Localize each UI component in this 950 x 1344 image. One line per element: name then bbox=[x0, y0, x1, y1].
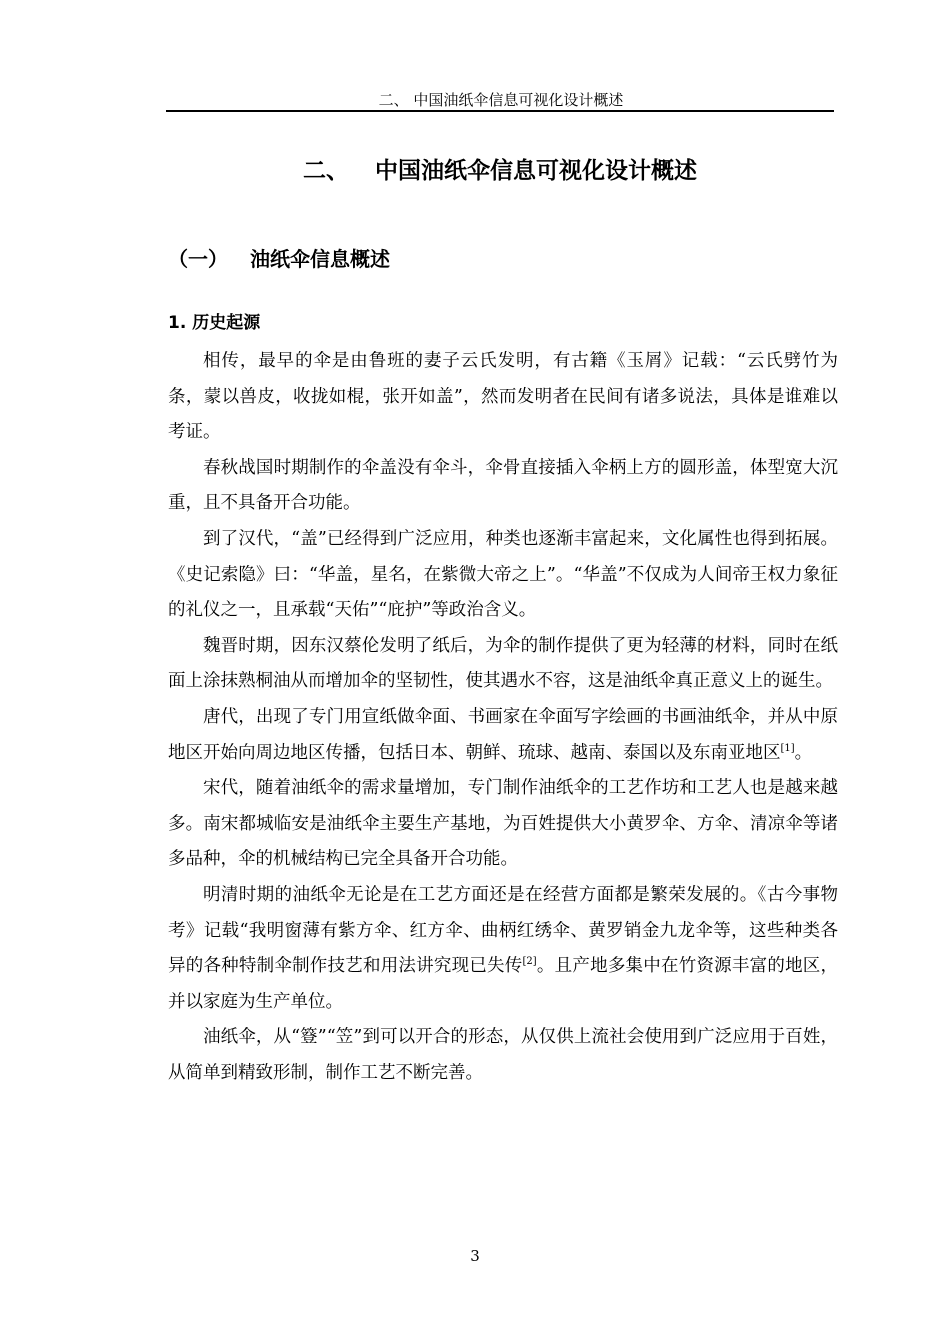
paragraph bbox=[168, 451, 838, 522]
paragraph-text-tail: 。且产地多集中在竹资源丰富的地区，并以家庭为生产单位。 bbox=[168, 956, 839, 1012]
paragraph-text: 油纸伞，从“簦”“笠”到可以开合的形态，从仅供上流社会使用到广泛应用于百姓，从简单到精致形制，制作工艺不断完善。 bbox=[168, 1027, 838, 1083]
header-rule bbox=[166, 110, 834, 112]
section-number: （一） bbox=[168, 247, 228, 271]
paragraph bbox=[168, 700, 838, 771]
chapter-title-text: 中国油纸伞信息可视化设计概述 bbox=[375, 158, 697, 184]
page-number: 3 bbox=[470, 1247, 480, 1265]
subsection-title: 1. 历史起源 bbox=[168, 313, 261, 333]
paragraph bbox=[168, 629, 838, 700]
running-header: 二、 中国油纸伞信息可视化设计概述 bbox=[378, 91, 624, 109]
section-title-text: 油纸伞信息概述 bbox=[250, 247, 390, 271]
paragraph bbox=[168, 771, 838, 878]
citation-ref[interactable]: [2] bbox=[522, 956, 537, 968]
body-text bbox=[168, 344, 838, 1091]
paragraph-text: 魏晋时期，因东汉蔡伦发明了纸后，为伞的制作提供了更为轻薄的材料，同时在纸面上涂抹熟桐油从而增加伞的坚韧性，使其遇水不容，这是油纸伞真正意义上的诞生。 bbox=[168, 635, 838, 692]
citation-ref[interactable]: [1] bbox=[780, 742, 795, 754]
paragraph bbox=[168, 522, 838, 629]
section-title bbox=[168, 244, 390, 274]
paragraph-text: 宋代，随着油纸伞的需求量增加，专门制作油纸伞的工艺作坊和工艺人也是越来越多。南宋都城临安是油纸伞主要生产基地，为百姓提供大小黄罗伞、方伞、清凉伞等诸多品种，伞的机械结构已完全具备开合功能。 bbox=[168, 778, 838, 870]
chapter-number: 二、 bbox=[303, 158, 349, 184]
paragraph-text-tail: 。 bbox=[794, 742, 813, 763]
paragraph-text: 春秋战国时期制作的伞盖没有伞斗，伞骨直接插入伞柄上方的圆形盖，体型宽大沉重，且不具备开合功能。 bbox=[168, 457, 838, 514]
paragraph bbox=[168, 344, 838, 451]
paragraph-text: 相传，最早的伞是由鲁班的妻子云氏发明，有古籍《玉屑》记载：“云氏劈竹为条，蒙以兽皮，收拢如棍，张开如盖”，然而发明者在民间有诸多说法，具体是谁难以考证。 bbox=[168, 351, 838, 443]
paragraph-text: 唐代，出现了专门用宣纸做伞面、书画家在伞面写字绘画的书画油纸伞，并从中原地区开始向周边地区传播，包括日本、朝鲜、琉球、越南、泰国以及东南亚地区 bbox=[168, 706, 838, 763]
paragraph-text: 明清时期的油纸伞无论是在工艺方面还是在经营方面都是繁荣发展的。《古今事物考》记载“我明窗薄有紫方伞、红方伞、曲柄红绣伞、黄罗销金九龙伞等，这些种类各异的各种特制伞制作技艺和用法讲究现已失传 bbox=[168, 884, 838, 977]
paragraph-text: 到了汉代，“盖”已经得到广泛应用，种类也逐渐丰富起来，文化属性也得到拓展。《史记索隐》曰：“华盖，星名，在紫微大帝之上”。“华盖”不仅成为人间帝王权力象征的礼仪之一，且承载“天佑”“庇护”等政治含义。 bbox=[168, 528, 838, 621]
paragraph bbox=[168, 878, 838, 1020]
chapter-title bbox=[166, 154, 834, 188]
paragraph bbox=[168, 1020, 838, 1091]
